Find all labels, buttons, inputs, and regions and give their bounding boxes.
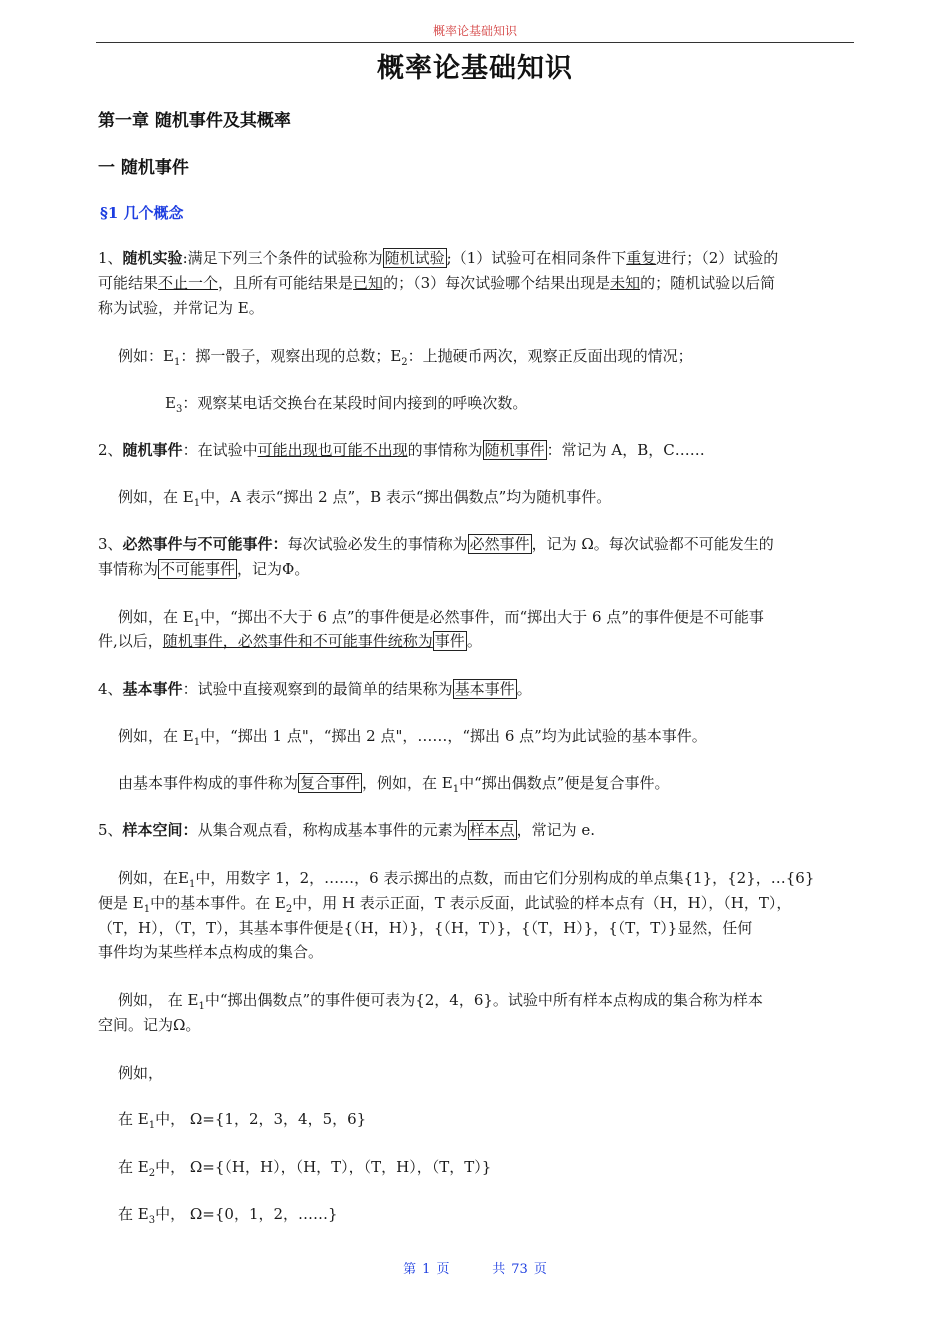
boxed-term: 不可能事件	[160, 560, 236, 578]
boxed-term: 必然事件	[469, 535, 530, 553]
sample-space-e2: 在 $E_2$中， Ω={（H，H），（H，T），（T，H），（T，T）}	[118, 1158, 492, 1179]
boxed-term: 基本事件	[454, 680, 515, 698]
item1-line3: 称为试验，并常记为 E。	[98, 299, 264, 317]
example6-line1: 例如， 在 $E_1$中“掷出偶数点”的事件便可表为{2，4，6}。试验中所有样本点构成的集合称为样本	[118, 991, 763, 1012]
subsection-heading: §1 几个概念	[100, 204, 184, 222]
header-divider	[96, 42, 854, 43]
example6-line2: 空间。记为Ω。	[98, 1016, 201, 1034]
compound-event: 由基本事件构成的事件称为 复合事件 ，例如，在 $E_1$中“掷出偶数点”便是复合事件。	[118, 774, 670, 795]
boxed-term: 样本点	[469, 821, 515, 839]
item3-line2: 事情称为 不可能事件 ，记为Φ。	[98, 560, 310, 578]
term-certain-impossible-event: 必然事件与不可能事件：	[122, 535, 288, 553]
term-basic-event: 基本事件	[122, 680, 183, 698]
item1-line2: 可能结果不止一个，且所有可能结果是已知的；（3）每次试验哪个结果出现是未知的；随机试验以后简	[98, 274, 776, 292]
sample-space-e3: 在 $E_3$中， Ω={0，1，2，……}	[118, 1205, 338, 1226]
boxed-term: 随机事件	[484, 441, 545, 459]
item5: 5、样本空间：从集合观点看，称构成基本事件的元素为 样本点 ，常记为 e.	[98, 821, 596, 839]
example3-line1: 例如，在 $E_1$中，“掷出不大于 6 点”的事件便是必然事件，而“掷出大于 6 点”的事件便是不可能事	[118, 608, 764, 629]
item3-line1: 3、必然事件与不可能事件：每次试验必发生的事情称为 必然事件 ，记为 Ω。每次试验都不可能发生的	[98, 535, 774, 553]
example2: 例如，在 $E_1$中，A 表示“掷出 2 点”，B 表示“掷出偶数点”均为随机事件。	[118, 488, 612, 509]
example5-line1: 例如，在$E_1$中，用数字 1，2，……，6 表示掷出的点数，而由它们分别构成的单点集{1}，{2}，…{6}	[118, 869, 815, 890]
example5-line3: （T，H），（T，T），其基本事件便是{（H，H）}，{（H，T）}，{（T，H）}，{（T，T）}显然，任何	[98, 919, 753, 937]
boxed-term: 事件	[434, 632, 465, 650]
example3-line2: 件,以后，随机事件，必然事件和不可能事件统称为 事件 。	[98, 632, 482, 650]
running-header: 概率论基础知识	[432, 24, 517, 38]
sample-space-e1: 在 $E_1$中， Ω={1，2，3，4，5，6}	[118, 1110, 367, 1131]
chapter-heading: 第一章 随机事件及其概率	[98, 111, 291, 131]
page-number: 1	[422, 1262, 431, 1277]
term-random-experiment: 随机实验	[122, 249, 183, 267]
examples-lead: 例如，	[118, 1064, 164, 1082]
boxed-term: 随机试验	[384, 249, 445, 267]
boxed-term: 复合事件	[300, 774, 361, 792]
item4: 4、基本事件：试验中直接观察到的最简单的结果称为 基本事件 。	[98, 680, 532, 698]
document-title: 概率论基础知识	[377, 53, 573, 84]
example1-line1: 例如：$E_1$：掷一骰子，观察出现的总数；$E_2$：上抛硬币两次，观察正反面出现的情况；	[118, 347, 693, 368]
example1-line2: $E_3$：观察某电话交换台在某段时间内接到的呼唤次数。	[165, 394, 528, 415]
page-footer: 第 1 页 共 73 页	[403, 1262, 547, 1277]
section-heading: 一 随机事件	[98, 158, 189, 178]
item1-line1: 1、随机实验:满足下列三个条件的试验称为 随机试验 ;（1）试验可在相同条件下重复进行；（2）试验的	[98, 249, 779, 267]
item2: 2、随机事件：在试验中可能出现也可能不出现的事情称为 随机事件 ：常记为 A，B，C……	[98, 441, 705, 459]
total-pages: 73	[511, 1262, 528, 1277]
example5-line2: 便是 $E_1$中的基本事件。在 $E_2$中，用 H 表示正面，T 表示反面，此试验的样本点有（H，H），（H，T），	[98, 894, 792, 915]
example4: 例如，在 $E_1$中，“掷出 1 点"，“掷出 2 点"，……，“掷出 6 点”均为此试验的基本事件。	[118, 727, 707, 748]
term-sample-space: 样本空间：	[122, 821, 198, 839]
term-random-event: 随机事件	[122, 441, 183, 459]
example5-line4: 事件均为某些样本点构成的集合。	[98, 943, 324, 961]
